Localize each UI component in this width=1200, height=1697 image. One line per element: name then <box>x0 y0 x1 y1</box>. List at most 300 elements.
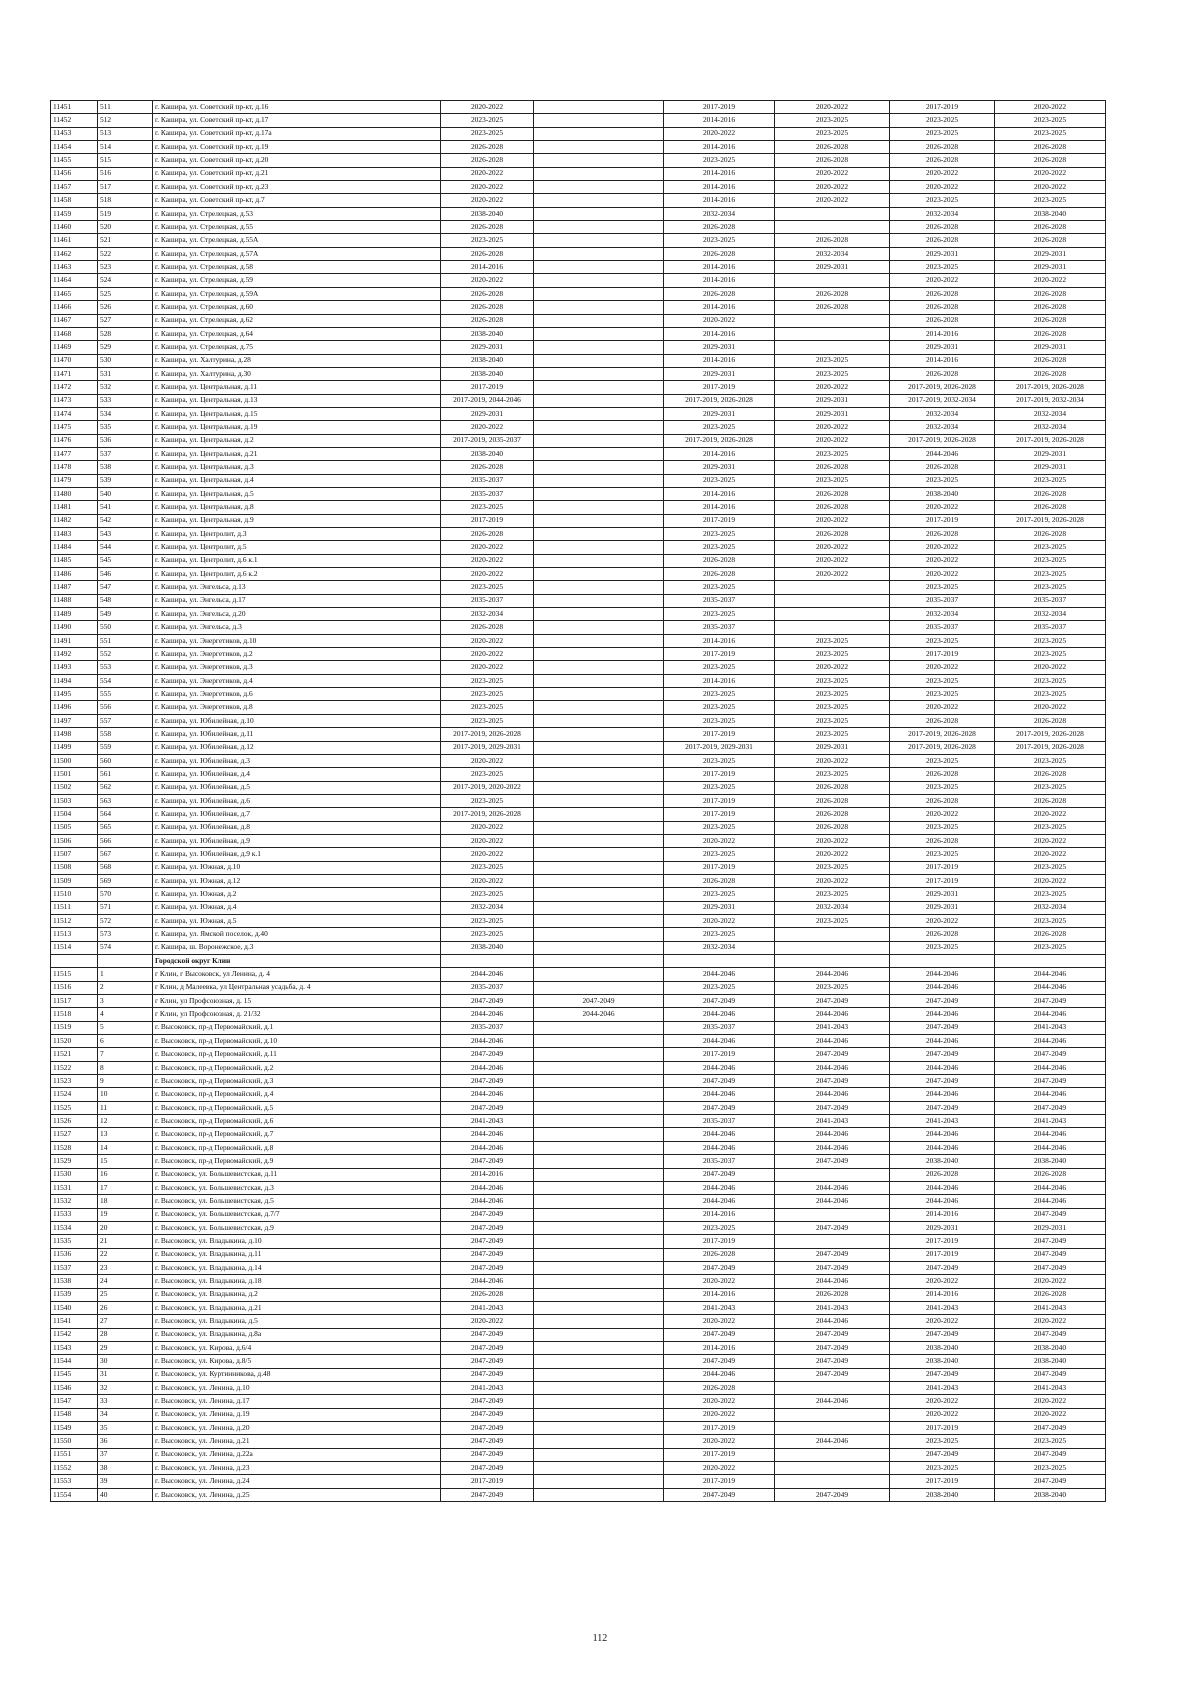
address-cell: г. Кашира, ул. Халтурина, д.28 <box>153 354 441 367</box>
period-c-cell: 2047-2049 <box>664 1355 775 1368</box>
address-cell: г. Кашира, ул. Энергетиков, д.3 <box>153 661 441 674</box>
house-number-cell: 516 <box>98 167 153 180</box>
period-a-cell: 2047-2049 <box>441 1341 534 1354</box>
row-number-cell: 11491 <box>51 634 98 647</box>
period-c-cell: 2032-2034 <box>664 941 775 954</box>
house-number-cell: 1 <box>98 968 153 981</box>
period-d-cell: 2029-2031 <box>775 394 890 407</box>
address-cell: г. Кашира, ул. Юбилейная, д.9 к.1 <box>153 848 441 861</box>
table-row <box>51 1168 1106 1181</box>
period-d-cell: 2032-2034 <box>775 901 890 914</box>
period-a-cell: 2026-2028 <box>441 301 534 314</box>
row-number-cell: 11464 <box>51 274 98 287</box>
row-number-cell: 11475 <box>51 421 98 434</box>
row-number-cell: 11538 <box>51 1275 98 1288</box>
period-f-cell: 2020-2022 <box>995 1408 1106 1421</box>
house-number-cell: 555 <box>98 688 153 701</box>
period-b-cell <box>534 1075 664 1088</box>
period-d-cell: 2047-2049 <box>775 995 890 1008</box>
period-b-cell <box>534 1395 664 1408</box>
address-cell: г. Кашира, ул. Советский пр-кт, д.23 <box>153 181 441 194</box>
period-b-cell <box>534 394 664 407</box>
period-f-cell: 2032-2034 <box>995 421 1106 434</box>
period-e-cell: 2038-2040 <box>890 1355 995 1368</box>
table-row <box>51 1248 1106 1261</box>
address-cell: г. Высоковск, ул. Большевистская, д.9 <box>153 1221 441 1234</box>
row-number-cell: 11529 <box>51 1155 98 1168</box>
period-e-cell: 2047-2049 <box>890 1021 995 1034</box>
row-number-cell: 11460 <box>51 221 98 234</box>
period-c-cell: 2041-2043 <box>664 1301 775 1314</box>
period-f-cell: 2023-2025 <box>995 114 1106 127</box>
period-c-cell: 2017-2019, 2026-2028 <box>664 434 775 447</box>
period-d-cell <box>775 955 890 968</box>
period-e-cell: 2023-2025 <box>890 581 995 594</box>
address-cell: г. Кашира, ул. Стрелецкая, д.53 <box>153 207 441 220</box>
period-f-cell: 2032-2034 <box>995 608 1106 621</box>
period-d-cell: 2044-2046 <box>775 1141 890 1154</box>
period-c-cell: 2026-2028 <box>664 874 775 887</box>
period-a-cell: 2047-2049 <box>441 1261 534 1274</box>
house-number-cell: 32 <box>98 1382 153 1395</box>
period-e-cell: 2020-2022 <box>890 914 995 927</box>
period-a-cell: 2047-2049 <box>441 1155 534 1168</box>
period-d-cell: 2026-2028 <box>775 487 890 500</box>
address-cell: г. Высоковск, ул. Кирова, д.6/4 <box>153 1341 441 1354</box>
address-cell: г Клин, ул Профсоюзная, д. 15 <box>153 995 441 1008</box>
period-f-cell: 2023-2025 <box>995 941 1106 954</box>
period-c-cell: 2014-2016 <box>664 114 775 127</box>
period-a-cell: 2047-2049 <box>441 1248 534 1261</box>
house-number-cell: 19 <box>98 1208 153 1221</box>
table-row <box>51 1141 1106 1154</box>
period-f-cell: 2026-2028 <box>995 367 1106 380</box>
period-f-cell: 2023-2025 <box>995 821 1106 834</box>
period-a-cell: 2023-2025 <box>441 714 534 727</box>
period-d-cell: 2026-2028 <box>775 154 890 167</box>
period-f-cell: 2023-2025 <box>995 581 1106 594</box>
period-a-cell: 2047-2049 <box>441 995 534 1008</box>
period-e-cell: 2026-2028 <box>890 141 995 154</box>
period-f-cell: 2038-2040 <box>995 1341 1106 1354</box>
period-b-cell <box>534 1355 664 1368</box>
period-b-cell <box>534 701 664 714</box>
row-number-cell: 11468 <box>51 327 98 340</box>
table-row <box>51 461 1106 474</box>
period-c-cell: 2023-2025 <box>664 888 775 901</box>
period-d-cell: 2020-2022 <box>775 101 890 114</box>
house-number-cell: 16 <box>98 1168 153 1181</box>
period-a-cell: 2041-2043 <box>441 1382 534 1395</box>
period-b-cell <box>534 367 664 380</box>
period-e-cell: 2044-2046 <box>890 1088 995 1101</box>
address-cell: г. Кашира, ул. Стрелецкая, д.57А <box>153 247 441 260</box>
period-d-cell <box>775 1475 890 1488</box>
period-d-cell: 2041-2043 <box>775 1115 890 1128</box>
period-f-cell: 2041-2043 <box>995 1021 1106 1034</box>
period-e-cell: 2020-2022 <box>890 1395 995 1408</box>
period-d-cell <box>775 581 890 594</box>
table-row <box>51 381 1106 394</box>
row-number-cell: 11522 <box>51 1061 98 1074</box>
table-row <box>51 1075 1106 1088</box>
period-c-cell: 2023-2025 <box>664 541 775 554</box>
period-d-cell: 2029-2031 <box>775 741 890 754</box>
period-c-cell: 2014-2016 <box>664 301 775 314</box>
period-c-cell: 2014-2016 <box>664 501 775 514</box>
period-c-cell: 2017-2019 <box>664 1475 775 1488</box>
row-number-cell: 11552 <box>51 1462 98 1475</box>
period-e-cell: 2047-2049 <box>890 1048 995 1061</box>
period-a-cell: 2038-2040 <box>441 447 534 460</box>
period-a-cell: 2017-2019 <box>441 1475 534 1488</box>
period-b-cell <box>534 354 664 367</box>
period-d-cell: 2023-2025 <box>775 688 890 701</box>
period-d-cell <box>775 221 890 234</box>
period-b-cell <box>534 688 664 701</box>
row-number-cell: 11508 <box>51 861 98 874</box>
row-number-cell: 11515 <box>51 968 98 981</box>
period-d-cell: 2023-2025 <box>775 701 890 714</box>
period-e-cell: 2026-2028 <box>890 714 995 727</box>
table-row <box>51 701 1106 714</box>
period-c-cell: 2023-2025 <box>664 981 775 994</box>
period-b-cell <box>534 1275 664 1288</box>
period-c-cell: 2014-2016 <box>664 261 775 274</box>
table-row <box>51 714 1106 727</box>
address-cell: г. Высоковск, пр-д Первомайский, д.2 <box>153 1061 441 1074</box>
period-a-cell: 2035-2037 <box>441 1021 534 1034</box>
period-f-cell: 2026-2028 <box>995 714 1106 727</box>
row-number-cell: 11477 <box>51 447 98 460</box>
period-d-cell: 2020-2022 <box>775 754 890 767</box>
period-d-cell: 2023-2025 <box>775 861 890 874</box>
period-f-cell: 2023-2025 <box>995 474 1106 487</box>
period-c-cell: 2023-2025 <box>664 581 775 594</box>
period-a-cell: 2047-2049 <box>441 1408 534 1421</box>
period-a-cell: 2017-2019 <box>441 514 534 527</box>
period-c-cell: 2020-2022 <box>664 1435 775 1448</box>
table-row <box>51 968 1106 981</box>
period-e-cell: 2041-2043 <box>890 1115 995 1128</box>
address-cell: г. Кашира, ул. Советский пр-кт, д.17 <box>153 114 441 127</box>
period-e-cell: 2026-2028 <box>890 301 995 314</box>
period-b-cell <box>534 1168 664 1181</box>
period-c-cell: 2014-2016 <box>664 181 775 194</box>
house-number-cell: 14 <box>98 1141 153 1154</box>
address-cell: г. Кашира, ул. Энергетиков, д.4 <box>153 674 441 687</box>
address-cell: г. Кашира, ул. Южная, д.12 <box>153 874 441 887</box>
address-cell: г. Кашира, ул. Юбилейная, д.3 <box>153 754 441 767</box>
period-c-cell: 2029-2031 <box>664 901 775 914</box>
address-cell: г. Высоковск, пр-д Первомайский, д.9 <box>153 1155 441 1168</box>
house-number-cell: 537 <box>98 447 153 460</box>
period-a-cell: 2017-2019, 2035-2037 <box>441 434 534 447</box>
period-a-cell: 2035-2037 <box>441 981 534 994</box>
period-e-cell: 2014-2016 <box>890 1288 995 1301</box>
table-row <box>51 1395 1106 1408</box>
period-b-cell <box>534 261 664 274</box>
address-cell: г. Высоковск, ул. Ленина, д.25 <box>153 1488 441 1501</box>
row-number-cell: 11484 <box>51 541 98 554</box>
period-c-cell: 2026-2028 <box>664 221 775 234</box>
period-b-cell <box>534 741 664 754</box>
period-f-cell: 2032-2034 <box>995 407 1106 420</box>
table-body <box>51 101 1106 1502</box>
period-b-cell <box>534 287 664 300</box>
house-number-cell: 512 <box>98 114 153 127</box>
house-number-cell: 544 <box>98 541 153 554</box>
period-f-cell: 2038-2040 <box>995 207 1106 220</box>
table-row <box>51 1341 1106 1354</box>
house-number-cell: 534 <box>98 407 153 420</box>
table-row <box>51 1155 1106 1168</box>
period-c-cell: 2017-2019 <box>664 728 775 741</box>
house-number-cell: 528 <box>98 327 153 340</box>
period-b-cell <box>534 167 664 180</box>
period-a-cell: 2014-2016 <box>441 1168 534 1181</box>
period-d-cell: 2026-2028 <box>775 1288 890 1301</box>
house-number-cell: 557 <box>98 714 153 727</box>
address-cell: г. Кашира, ш. Воронежское, д.3 <box>153 941 441 954</box>
period-b-cell <box>534 754 664 767</box>
period-c-cell: 2029-2031 <box>664 341 775 354</box>
period-a-cell: 2020-2022 <box>441 874 534 887</box>
table-row <box>51 941 1106 954</box>
period-b-cell <box>534 914 664 927</box>
period-a-cell: 2020-2022 <box>441 181 534 194</box>
period-a-cell: 2047-2049 <box>441 1488 534 1501</box>
address-cell: г. Кашира, ул. Ямской поселок, д.40 <box>153 928 441 941</box>
period-a-cell: 2026-2028 <box>441 287 534 300</box>
period-d-cell: 2044-2046 <box>775 1315 890 1328</box>
address-cell: г Клин, д Малеевка, ул Центральная усадьба, д. 4 <box>153 981 441 994</box>
period-b-cell <box>534 487 664 500</box>
row-number-cell: 11520 <box>51 1035 98 1048</box>
address-cell: г. Кашира, ул. Юбилейная, д.8 <box>153 821 441 834</box>
period-b-cell <box>534 1475 664 1488</box>
period-d-cell: 2020-2022 <box>775 874 890 887</box>
house-number-cell: 573 <box>98 928 153 941</box>
period-e-cell: 2044-2046 <box>890 1035 995 1048</box>
address-cell: г. Кашира, ул. Центральная, д.5 <box>153 487 441 500</box>
period-b-cell <box>534 1301 664 1314</box>
house-number-cell: 540 <box>98 487 153 500</box>
row-number-cell: 11461 <box>51 234 98 247</box>
period-b-cell <box>534 1141 664 1154</box>
row-number-cell: 11507 <box>51 848 98 861</box>
period-a-cell: 2026-2028 <box>441 528 534 541</box>
address-cell: г. Кашира, ул. Центролит, д.6 к.1 <box>153 554 441 567</box>
row-number-cell: 11531 <box>51 1181 98 1194</box>
period-a-cell: 2026-2028 <box>441 314 534 327</box>
house-number-cell: 4 <box>98 1008 153 1021</box>
row-number-cell: 11466 <box>51 301 98 314</box>
period-c-cell: 2035-2037 <box>664 1155 775 1168</box>
row-number-cell: 11504 <box>51 808 98 821</box>
table-row <box>51 327 1106 340</box>
period-a-cell: 2023-2025 <box>441 234 534 247</box>
table-row <box>51 554 1106 567</box>
table-row <box>51 594 1106 607</box>
period-f-cell: 2038-2040 <box>995 1488 1106 1501</box>
period-c-cell: 2026-2028 <box>664 554 775 567</box>
period-d-cell <box>775 274 890 287</box>
row-number-cell: 11528 <box>51 1141 98 1154</box>
period-e-cell: 2023-2025 <box>890 1435 995 1448</box>
house-number-cell: 521 <box>98 234 153 247</box>
period-a-cell: 2026-2028 <box>441 141 534 154</box>
period-e-cell: 2020-2022 <box>890 541 995 554</box>
period-f-cell: 2023-2025 <box>995 1462 1106 1475</box>
period-a-cell: 2047-2049 <box>441 1462 534 1475</box>
period-d-cell: 2020-2022 <box>775 848 890 861</box>
address-cell: г. Высоковск, ул. Ленина, д.20 <box>153 1422 441 1435</box>
period-f-cell: 2047-2049 <box>995 1328 1106 1341</box>
period-e-cell: 2044-2046 <box>890 968 995 981</box>
row-number-cell: 11494 <box>51 674 98 687</box>
period-e-cell: 2026-2028 <box>890 794 995 807</box>
period-e-cell: 2020-2022 <box>890 661 995 674</box>
period-c-cell: 2029-2031 <box>664 461 775 474</box>
period-f-cell: 2020-2022 <box>995 274 1106 287</box>
row-number-cell: 11459 <box>51 207 98 220</box>
period-d-cell: 2047-2049 <box>775 1328 890 1341</box>
period-f-cell: 2023-2025 <box>995 861 1106 874</box>
period-a-cell: 2026-2028 <box>441 621 534 634</box>
period-a-cell: 2044-2046 <box>441 1035 534 1048</box>
row-number-cell: 11498 <box>51 728 98 741</box>
period-b-cell <box>534 407 664 420</box>
period-a-cell: 2044-2046 <box>441 1195 534 1208</box>
row-number-cell: 11539 <box>51 1288 98 1301</box>
period-c-cell: 2032-2034 <box>664 207 775 220</box>
address-cell: г. Высоковск, ул. Владыкина, д.14 <box>153 1261 441 1274</box>
house-number-cell: 40 <box>98 1488 153 1501</box>
period-b-cell <box>534 1368 664 1381</box>
period-b-cell <box>534 447 664 460</box>
period-a-cell: 2020-2022 <box>441 101 534 114</box>
period-b-cell <box>534 461 664 474</box>
table-row <box>51 1181 1106 1194</box>
period-b-cell <box>534 674 664 687</box>
row-number-cell: 11470 <box>51 354 98 367</box>
table-row <box>51 487 1106 500</box>
period-e-cell: 2023-2025 <box>890 781 995 794</box>
table-row <box>51 274 1106 287</box>
address-cell: г. Высоковск, ул. Ленина, д.19 <box>153 1408 441 1421</box>
period-a-cell: 2038-2040 <box>441 941 534 954</box>
period-f-cell: 2026-2028 <box>995 354 1106 367</box>
house-number-cell: 35 <box>98 1422 153 1435</box>
address-cell: г. Кашира, ул. Южная, д.4 <box>153 901 441 914</box>
period-a-cell: 2044-2046 <box>441 1128 534 1141</box>
period-a-cell <box>441 955 534 968</box>
period-d-cell: 2044-2046 <box>775 1035 890 1048</box>
period-d-cell: 2047-2049 <box>775 1248 890 1261</box>
period-a-cell: 2026-2028 <box>441 247 534 260</box>
house-number-cell: 559 <box>98 741 153 754</box>
period-b-cell <box>534 808 664 821</box>
house-number-cell: 34 <box>98 1408 153 1421</box>
period-d-cell: 2020-2022 <box>775 541 890 554</box>
period-d-cell <box>775 1208 890 1221</box>
period-b-cell <box>534 1208 664 1221</box>
period-e-cell: 2017-2019, 2026-2028 <box>890 381 995 394</box>
period-b-cell <box>534 381 664 394</box>
period-f-cell: 2047-2049 <box>995 1448 1106 1461</box>
period-f-cell: 2032-2034 <box>995 901 1106 914</box>
period-b-cell <box>534 274 664 287</box>
address-cell: г. Кашира, ул. Центральная, д.2 <box>153 434 441 447</box>
period-e-cell: 2026-2028 <box>890 528 995 541</box>
address-cell: г. Кашира, ул. Халтурина, д.30 <box>153 367 441 380</box>
period-f-cell: 2020-2022 <box>995 181 1106 194</box>
period-f-cell: 2026-2028 <box>995 1168 1106 1181</box>
table-row <box>51 648 1106 661</box>
period-b-cell <box>534 768 664 781</box>
period-a-cell: 2047-2049 <box>441 1395 534 1408</box>
period-d-cell: 2023-2025 <box>775 674 890 687</box>
period-d-cell: 2047-2049 <box>775 1048 890 1061</box>
period-e-cell: 2038-2040 <box>890 1488 995 1501</box>
house-number-cell: 30 <box>98 1355 153 1368</box>
period-b-cell <box>534 1088 664 1101</box>
address-cell: г. Высоковск, ул. Владыкина, д.10 <box>153 1235 441 1248</box>
house-number-cell: 561 <box>98 768 153 781</box>
house-number-cell: 522 <box>98 247 153 260</box>
house-number-cell: 26 <box>98 1301 153 1314</box>
period-c-cell: 2029-2031 <box>664 367 775 380</box>
period-d-cell: 2020-2022 <box>775 167 890 180</box>
period-c-cell: 2014-2016 <box>664 1341 775 1354</box>
period-e-cell: 2038-2040 <box>890 1341 995 1354</box>
period-b-cell <box>534 221 664 234</box>
house-number-cell: 542 <box>98 514 153 527</box>
house-number-cell: 513 <box>98 127 153 140</box>
period-f-cell: 2041-2043 <box>995 1115 1106 1128</box>
row-number-cell: 11506 <box>51 834 98 847</box>
period-c-cell: 2026-2028 <box>664 1382 775 1395</box>
period-d-cell: 2023-2025 <box>775 354 890 367</box>
table-row <box>51 367 1106 380</box>
address-cell: г. Высоковск, ул. Кирова, д.8/5 <box>153 1355 441 1368</box>
table-row <box>51 674 1106 687</box>
address-cell: г. Кашира, ул. Южная, д.2 <box>153 888 441 901</box>
house-number-cell: 8 <box>98 1061 153 1074</box>
address-cell: г. Высоковск, ул. Владыкина, д.2 <box>153 1288 441 1301</box>
address-cell: г. Кашира, ул. Центролит, д.5 <box>153 541 441 554</box>
period-a-cell: 2017-2019, 2026-2028 <box>441 728 534 741</box>
house-number-cell: 568 <box>98 861 153 874</box>
row-number-cell: 11544 <box>51 1355 98 1368</box>
period-c-cell: 2017-2019 <box>664 1235 775 1248</box>
period-f-cell: 2020-2022 <box>995 101 1106 114</box>
address-cell: г. Кашира, ул. Энергетиков, д.6 <box>153 688 441 701</box>
table-row <box>51 634 1106 647</box>
house-number-cell: 20 <box>98 1221 153 1234</box>
address-cell: г. Кашира, ул. Центральная, д.9 <box>153 514 441 527</box>
address-cell: г. Высоковск, ул. Большевистская, д.11 <box>153 1168 441 1181</box>
table-row <box>51 861 1106 874</box>
house-number-cell: 9 <box>98 1075 153 1088</box>
period-e-cell: 2017-2019 <box>890 648 995 661</box>
period-b-cell <box>534 474 664 487</box>
period-d-cell <box>775 1422 890 1435</box>
house-number-cell: 18 <box>98 1195 153 1208</box>
row-number-cell: 11451 <box>51 101 98 114</box>
house-number-cell: 536 <box>98 434 153 447</box>
